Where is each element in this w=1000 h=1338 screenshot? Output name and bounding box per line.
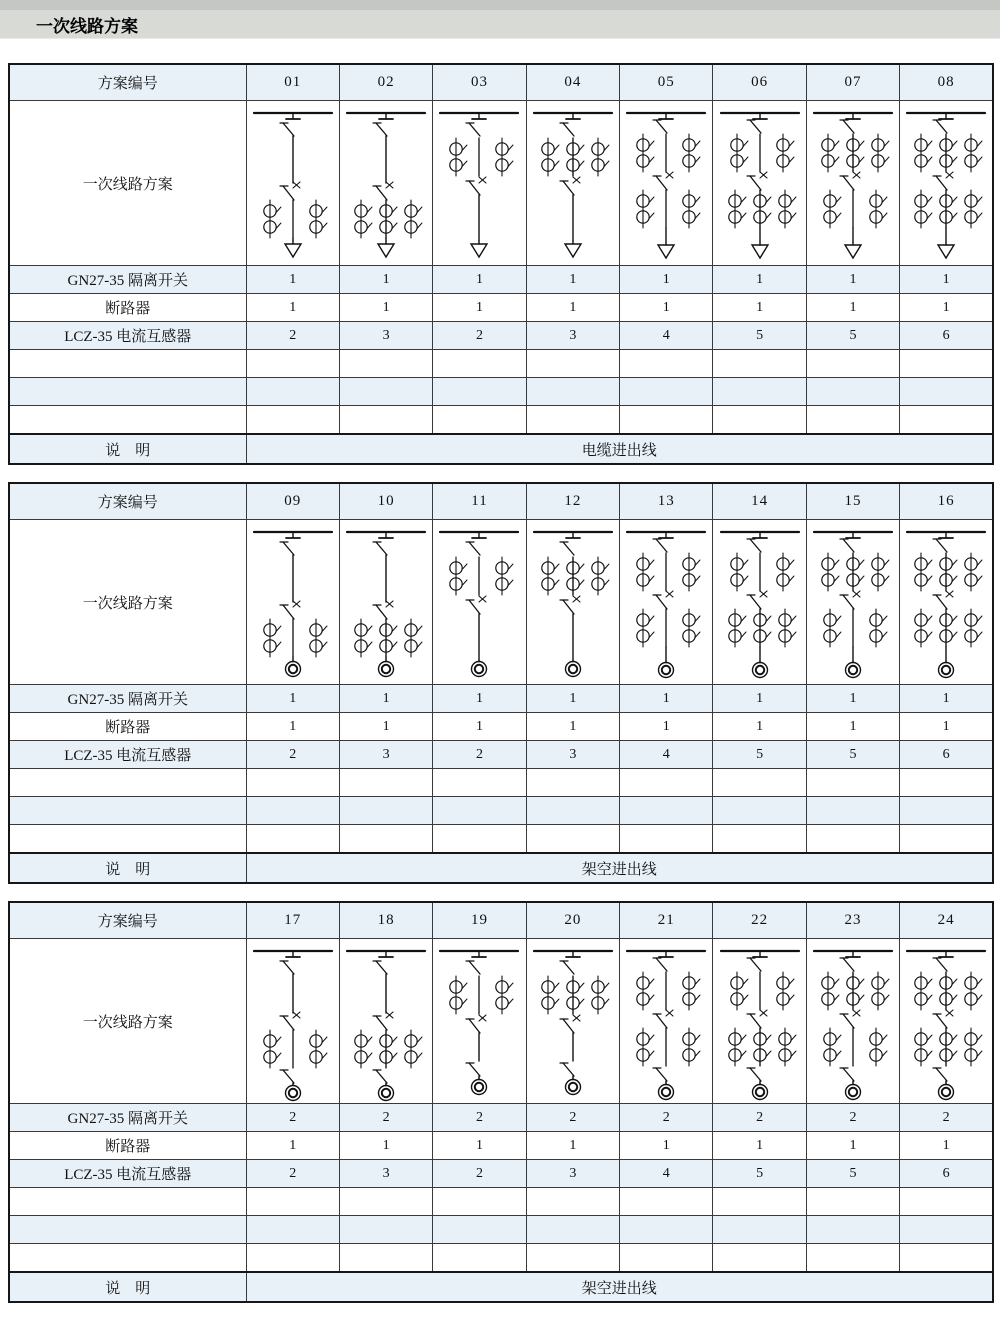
empty-row [9, 769, 993, 797]
empty-cell [246, 378, 339, 406]
lcz-count-cell: 2 [246, 1160, 339, 1188]
empty-cell [713, 769, 806, 797]
breaker-count-cell: 1 [620, 1132, 713, 1160]
empty-cell [526, 1216, 619, 1244]
scheme-number-cell: 04 [526, 64, 619, 101]
empty-cell [246, 1216, 339, 1244]
gn27-count-cell: 1 [433, 266, 526, 294]
gn27-count-cell: 2 [339, 1104, 432, 1132]
circuit-diagram [247, 520, 339, 684]
scheme-number-cell: 21 [620, 902, 713, 939]
scheme-table-overhead-schemes-1 [8, 482, 994, 884]
lcz-count-cell: 4 [620, 1160, 713, 1188]
page-title: 一次线路方案 [36, 16, 138, 36]
empty-cell [806, 350, 899, 378]
breaker-count-cell: 1 [713, 713, 806, 741]
note-value: 电缆进出线 [246, 434, 993, 464]
empty-cell [806, 1216, 899, 1244]
diagram-cell [339, 939, 432, 1104]
gn27-count-cell: 1 [246, 685, 339, 713]
gn27-count-cell: 1 [900, 266, 993, 294]
diagram-cell [620, 520, 713, 685]
lcz-row [9, 1160, 993, 1188]
empty-cell [713, 406, 806, 435]
gn27-label: GN27-35 隔离开关 [9, 685, 246, 713]
gn27-count-cell: 1 [246, 266, 339, 294]
note-label: 说 明 [9, 1272, 246, 1302]
scheme-table-overhead-schemes-2 [8, 901, 994, 1303]
diagram-cell [713, 101, 806, 266]
empty-cell [433, 797, 526, 825]
scheme-number-cell: 22 [713, 902, 806, 939]
scheme-number-label: 方案编号 [9, 483, 246, 520]
diagram-row [9, 520, 993, 685]
scheme-number-cell: 05 [620, 64, 713, 101]
scheme-number-cell: 23 [806, 902, 899, 939]
lcz-count-cell: 3 [526, 741, 619, 769]
diagram-cell [246, 101, 339, 266]
empty-cell [620, 1216, 713, 1244]
scheme-number-cell: 13 [620, 483, 713, 520]
empty-cell [526, 797, 619, 825]
empty-cell [806, 1244, 899, 1273]
circuit-diagram [433, 101, 525, 265]
empty-cell [433, 825, 526, 854]
empty-cell [526, 406, 619, 435]
breaker-count-cell: 1 [900, 713, 993, 741]
breaker-count-cell: 1 [339, 1132, 432, 1160]
diagram-cell [339, 101, 432, 266]
breaker-count-cell: 1 [620, 713, 713, 741]
diagram-cell [433, 101, 526, 266]
scheme-tables-container [0, 63, 1000, 1303]
diagram-cell [246, 520, 339, 685]
diagram-row-label: 一次线路方案 [9, 520, 246, 685]
empty-cell [900, 797, 993, 825]
diagram-cell [806, 520, 899, 685]
empty-row [9, 378, 993, 406]
gn27-count-cell: 2 [713, 1104, 806, 1132]
gn27-label: GN27-35 隔离开关 [9, 1104, 246, 1132]
empty-cell [713, 350, 806, 378]
circuit-diagram [620, 101, 712, 265]
scheme-number-cell: 09 [246, 483, 339, 520]
lcz-count-cell: 5 [806, 741, 899, 769]
scheme-number-cell: 16 [900, 483, 993, 520]
lcz-count-cell: 6 [900, 322, 993, 350]
empty-cell [526, 1244, 619, 1273]
circuit-diagram [714, 520, 806, 684]
empty-cell [806, 769, 899, 797]
lcz-label: LCZ-35 电流互感器 [9, 1160, 246, 1188]
gn27-count-cell: 1 [900, 685, 993, 713]
gn27-count-cell: 1 [713, 685, 806, 713]
breaker-row [9, 1132, 993, 1160]
empty-cell [620, 1244, 713, 1273]
scheme-number-cell: 24 [900, 902, 993, 939]
empty-row [9, 797, 993, 825]
empty-cell [526, 769, 619, 797]
circuit-diagram [433, 939, 525, 1103]
empty-cell [620, 378, 713, 406]
gn27-row [9, 266, 993, 294]
lcz-count-cell: 3 [339, 741, 432, 769]
scheme-number-label: 方案编号 [9, 902, 246, 939]
gn27-count-cell: 1 [433, 685, 526, 713]
note-row [9, 434, 993, 464]
diagram-row-label: 一次线路方案 [9, 939, 246, 1104]
diagram-cell [339, 520, 432, 685]
empty-cell [620, 797, 713, 825]
gn27-count-cell: 2 [433, 1104, 526, 1132]
diagram-cell [900, 939, 993, 1104]
empty-cell [433, 406, 526, 435]
diagram-cell [433, 520, 526, 685]
lcz-count-cell: 5 [713, 741, 806, 769]
lcz-count-cell: 5 [806, 1160, 899, 1188]
circuit-diagram [900, 101, 992, 265]
diagram-cell [713, 520, 806, 685]
empty-cell [246, 406, 339, 435]
gn27-count-cell: 1 [620, 685, 713, 713]
note-row [9, 1272, 993, 1302]
breaker-count-cell: 1 [806, 294, 899, 322]
breaker-label: 断路器 [9, 294, 246, 322]
circuit-diagram [527, 939, 619, 1103]
gn27-count-cell: 1 [620, 266, 713, 294]
scheme-number-cell: 11 [433, 483, 526, 520]
scheme-number-cell: 06 [713, 64, 806, 101]
note-label: 说 明 [9, 853, 246, 883]
scheme-number-cell: 14 [713, 483, 806, 520]
breaker-count-cell: 1 [620, 294, 713, 322]
scheme-number-cell: 18 [339, 902, 432, 939]
scheme-number-cell: 15 [806, 483, 899, 520]
empty-cell [339, 1188, 432, 1216]
empty-cell [900, 406, 993, 435]
empty-cell [900, 825, 993, 854]
empty-cell [620, 825, 713, 854]
lcz-count-cell: 3 [339, 1160, 432, 1188]
breaker-count-cell: 1 [246, 294, 339, 322]
empty-cell [246, 825, 339, 854]
diagram-row [9, 101, 993, 266]
breaker-count-cell: 1 [900, 294, 993, 322]
empty-cell [620, 1188, 713, 1216]
diagram-cell [246, 939, 339, 1104]
circuit-diagram [714, 939, 806, 1103]
lcz-count-cell: 3 [526, 322, 619, 350]
note-value: 架空进出线 [246, 853, 993, 883]
lcz-row [9, 322, 993, 350]
empty-cell [9, 825, 246, 854]
circuit-diagram [340, 101, 432, 265]
lcz-count-cell: 5 [713, 322, 806, 350]
empty-cell [339, 825, 432, 854]
circuit-diagram [714, 101, 806, 265]
lcz-count-cell: 5 [806, 322, 899, 350]
breaker-row [9, 294, 993, 322]
lcz-count-cell: 5 [713, 1160, 806, 1188]
diagram-cell [433, 939, 526, 1104]
circuit-diagram [527, 101, 619, 265]
page-top-strip [0, 0, 1000, 10]
empty-cell [713, 797, 806, 825]
empty-cell [900, 378, 993, 406]
gn27-count-cell: 1 [806, 266, 899, 294]
empty-cell [433, 1188, 526, 1216]
gn27-count-cell: 2 [806, 1104, 899, 1132]
diagram-row [9, 939, 993, 1104]
lcz-count-cell: 2 [433, 741, 526, 769]
breaker-count-cell: 1 [246, 713, 339, 741]
lcz-count-cell: 6 [900, 1160, 993, 1188]
diagram-cell [526, 939, 619, 1104]
circuit-diagram [620, 520, 712, 684]
empty-row [9, 1216, 993, 1244]
scheme-number-cell: 19 [433, 902, 526, 939]
gn27-count-cell: 1 [339, 266, 432, 294]
empty-cell [900, 769, 993, 797]
gn27-label: GN27-35 隔离开关 [9, 266, 246, 294]
gn27-count-cell: 2 [246, 1104, 339, 1132]
breaker-count-cell: 1 [433, 1132, 526, 1160]
breaker-count-cell: 1 [433, 294, 526, 322]
empty-cell [9, 378, 246, 406]
circuit-diagram [527, 520, 619, 684]
breaker-count-cell: 1 [339, 294, 432, 322]
breaker-count-cell: 1 [806, 1132, 899, 1160]
scheme-number-row [9, 902, 993, 939]
scheme-number-cell: 08 [900, 64, 993, 101]
empty-cell [526, 825, 619, 854]
gn27-row [9, 1104, 993, 1132]
circuit-diagram [340, 939, 432, 1103]
lcz-count-cell: 2 [433, 1160, 526, 1188]
lcz-count-cell: 6 [900, 741, 993, 769]
note-label: 说 明 [9, 434, 246, 464]
empty-cell [620, 350, 713, 378]
breaker-count-cell: 1 [713, 1132, 806, 1160]
page-title-bar [0, 10, 1000, 39]
gn27-count-cell: 1 [806, 685, 899, 713]
empty-cell [246, 797, 339, 825]
breaker-count-cell: 1 [526, 1132, 619, 1160]
diagram-cell [806, 101, 899, 266]
empty-cell [526, 1188, 619, 1216]
breaker-row [9, 713, 993, 741]
gn27-row [9, 685, 993, 713]
scheme-number-cell: 10 [339, 483, 432, 520]
diagram-cell [620, 939, 713, 1104]
diagram-cell [806, 939, 899, 1104]
empty-row [9, 350, 993, 378]
scheme-number-label: 方案编号 [9, 64, 246, 101]
empty-cell [806, 378, 899, 406]
breaker-count-cell: 1 [713, 294, 806, 322]
breaker-count-cell: 1 [900, 1132, 993, 1160]
scheme-number-cell: 03 [433, 64, 526, 101]
note-value: 架空进出线 [246, 1272, 993, 1302]
empty-cell [433, 1244, 526, 1273]
lcz-count-cell: 2 [246, 322, 339, 350]
empty-row [9, 1244, 993, 1273]
gn27-count-cell: 1 [526, 266, 619, 294]
lcz-count-cell: 3 [526, 1160, 619, 1188]
circuit-diagram [620, 939, 712, 1103]
empty-cell [9, 350, 246, 378]
lcz-row [9, 741, 993, 769]
empty-row [9, 406, 993, 435]
empty-cell [339, 406, 432, 435]
lcz-count-cell: 2 [433, 322, 526, 350]
empty-cell [9, 797, 246, 825]
lcz-count-cell: 2 [246, 741, 339, 769]
gn27-count-cell: 1 [339, 685, 432, 713]
empty-cell [900, 350, 993, 378]
gn27-count-cell: 2 [900, 1104, 993, 1132]
diagram-cell [900, 520, 993, 685]
scheme-table-cable-schemes [8, 63, 994, 465]
empty-cell [9, 1188, 246, 1216]
empty-cell [433, 378, 526, 406]
scheme-number-cell: 02 [339, 64, 432, 101]
empty-cell [9, 769, 246, 797]
empty-cell [339, 797, 432, 825]
circuit-diagram [807, 520, 899, 684]
scheme-number-cell: 07 [806, 64, 899, 101]
breaker-count-cell: 1 [806, 713, 899, 741]
lcz-count-cell: 4 [620, 322, 713, 350]
empty-cell [246, 1244, 339, 1273]
empty-cell [620, 769, 713, 797]
empty-cell [806, 406, 899, 435]
diagram-cell [900, 101, 993, 266]
empty-cell [339, 1244, 432, 1273]
lcz-count-cell: 4 [620, 741, 713, 769]
empty-cell [9, 406, 246, 435]
empty-cell [713, 1216, 806, 1244]
lcz-label: LCZ-35 电流互感器 [9, 741, 246, 769]
empty-cell [246, 350, 339, 378]
empty-cell [246, 769, 339, 797]
circuit-diagram [247, 939, 339, 1103]
empty-cell [713, 1244, 806, 1273]
empty-row [9, 1188, 993, 1216]
empty-cell [900, 1188, 993, 1216]
circuit-diagram [900, 520, 992, 684]
gn27-count-cell: 2 [526, 1104, 619, 1132]
gn27-count-cell: 1 [713, 266, 806, 294]
breaker-label: 断路器 [9, 713, 246, 741]
diagram-cell [526, 101, 619, 266]
breaker-count-cell: 1 [246, 1132, 339, 1160]
breaker-count-cell: 1 [526, 294, 619, 322]
empty-cell [526, 378, 619, 406]
empty-cell [806, 1188, 899, 1216]
breaker-label: 断路器 [9, 1132, 246, 1160]
empty-cell [9, 1244, 246, 1273]
scheme-number-row [9, 64, 993, 101]
lcz-count-cell: 3 [339, 322, 432, 350]
diagram-row-label: 一次线路方案 [9, 101, 246, 266]
empty-cell [433, 769, 526, 797]
scheme-number-row [9, 483, 993, 520]
gn27-count-cell: 2 [620, 1104, 713, 1132]
empty-cell [900, 1244, 993, 1273]
breaker-count-cell: 1 [339, 713, 432, 741]
empty-cell [620, 406, 713, 435]
empty-cell [339, 378, 432, 406]
scheme-number-cell: 12 [526, 483, 619, 520]
empty-cell [246, 1188, 339, 1216]
diagram-cell [526, 520, 619, 685]
empty-cell [339, 1216, 432, 1244]
scheme-number-cell: 17 [246, 902, 339, 939]
empty-cell [900, 1216, 993, 1244]
empty-cell [339, 350, 432, 378]
breaker-count-cell: 1 [526, 713, 619, 741]
empty-cell [433, 1216, 526, 1244]
empty-cell [713, 1188, 806, 1216]
empty-cell [339, 769, 432, 797]
circuit-diagram [807, 939, 899, 1103]
empty-cell [526, 350, 619, 378]
circuit-diagram [247, 101, 339, 265]
circuit-diagram [433, 520, 525, 684]
circuit-diagram [900, 939, 992, 1103]
circuit-diagram [807, 101, 899, 265]
empty-row [9, 825, 993, 854]
empty-cell [806, 825, 899, 854]
scheme-number-cell: 01 [246, 64, 339, 101]
empty-cell [433, 350, 526, 378]
lcz-label: LCZ-35 电流互感器 [9, 322, 246, 350]
breaker-count-cell: 1 [433, 713, 526, 741]
gn27-count-cell: 1 [526, 685, 619, 713]
empty-cell [713, 825, 806, 854]
empty-cell [9, 1216, 246, 1244]
scheme-number-cell: 20 [526, 902, 619, 939]
circuit-diagram [340, 520, 432, 684]
empty-cell [713, 378, 806, 406]
empty-cell [806, 797, 899, 825]
note-row [9, 853, 993, 883]
diagram-cell [713, 939, 806, 1104]
diagram-cell [620, 101, 713, 266]
